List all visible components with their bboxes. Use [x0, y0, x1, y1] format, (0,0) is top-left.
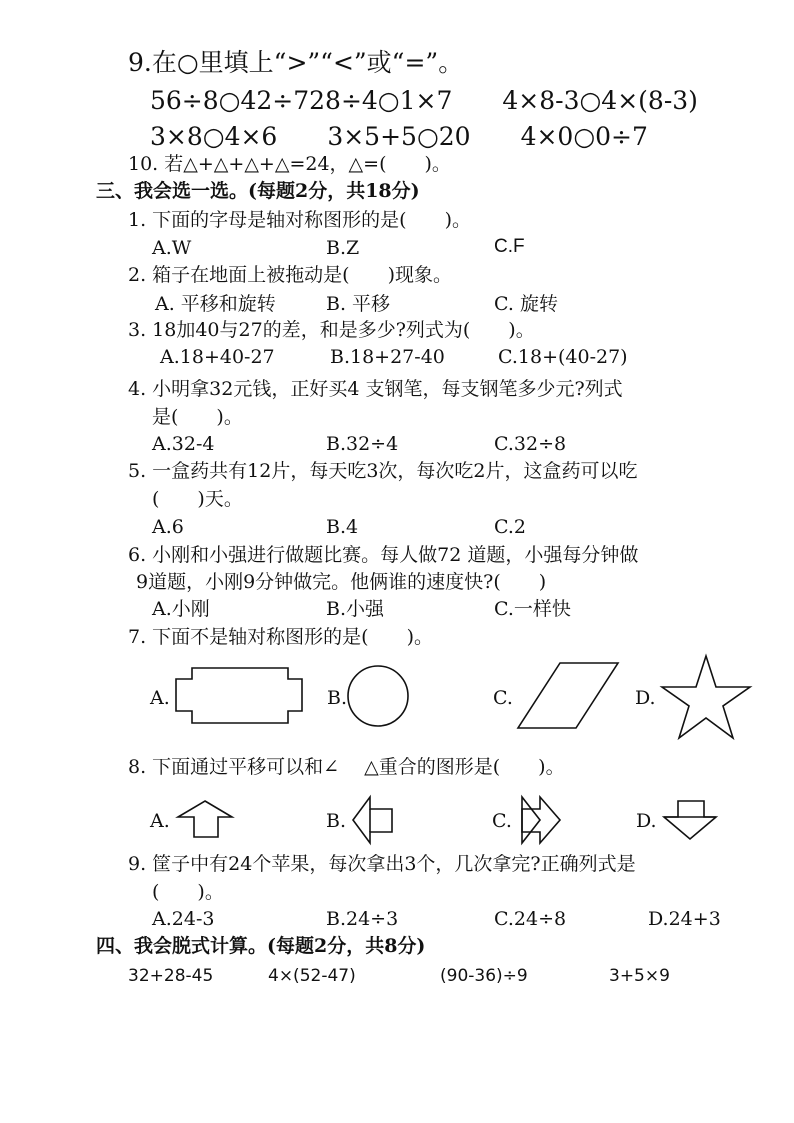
s3-q5-text-cont: ( )天。: [152, 488, 243, 510]
down-arrow-shape: [664, 801, 716, 839]
s4-expr-4: 3+5×9: [609, 966, 670, 986]
s3-q8-option-b[interactable]: B.: [326, 810, 347, 832]
s3-q1-option-b[interactable]: B.Z: [326, 237, 360, 259]
s3-q4-option-c[interactable]: C.32÷8: [494, 433, 567, 455]
s3-q4-text-cont: 是( )。: [152, 406, 243, 428]
s3-q5-option-a[interactable]: A.6: [152, 516, 184, 538]
s3-q6-text-cont: 9道题，小刚9分钟做完。他俩谁的速度快?( ): [136, 571, 547, 593]
s3-q6-option-a[interactable]: A.小刚: [152, 598, 210, 620]
s3-q3-option-c[interactable]: C.18+(40-27): [498, 346, 628, 368]
s3-q9-option-a[interactable]: A.24-3: [152, 908, 215, 930]
s3-q1-option-c[interactable]: C.F: [494, 236, 525, 257]
s3-q5-option-c[interactable]: C.2: [494, 516, 526, 538]
s3-q9-text-cont: ( )。: [152, 881, 224, 903]
s3-q9-option-d[interactable]: D.24+3: [648, 908, 721, 930]
s3-q7-option-b[interactable]: B.: [327, 687, 348, 709]
s3-q4-option-b[interactable]: B.32÷4: [326, 433, 399, 455]
s3-q4-text: 4. 小明拿32元钱，正好买4 支钢笔，每支钢笔多少元?列式: [128, 378, 623, 400]
s3-q4-option-a[interactable]: A.32-4: [152, 433, 215, 455]
s3-q5-option-b[interactable]: B.4: [326, 516, 359, 538]
section3-heading: 三、我会选一选。(每题2分，共18分): [96, 180, 420, 202]
s3-q9-option-c[interactable]: C.24÷8: [494, 908, 567, 930]
notched-rectangle-shape: [176, 668, 302, 723]
s3-q2-option-a[interactable]: A. 平移和旋转: [155, 293, 276, 315]
s3-q3-option-b[interactable]: B.18+27-40: [330, 346, 445, 368]
section4-heading: 四、我会脱式计算。(每题2分，共8分): [96, 935, 426, 957]
s3-q1-option-a[interactable]: A.W: [152, 237, 192, 259]
s3-q8-figures: [0, 795, 794, 855]
parallelogram-shape: [518, 663, 618, 728]
s3-q1-text: 1. 下面的字母是轴对称图形的是( )。: [128, 209, 471, 231]
s3-q7-text: 7. 下面不是轴对称图形的是( )。: [128, 626, 433, 648]
q9-fill-row1: 56÷8○42÷728÷4○1×7 4×8-3○4×(8-3): [150, 86, 698, 115]
q9-fill-row2: 3×8○4×6 3×5+5○20 4×0○0÷7: [150, 122, 648, 151]
right-arrow-shape: [522, 797, 540, 843]
s4-expr-1: 32+28-45: [128, 966, 214, 986]
s3-q6-option-c[interactable]: C.一样快: [494, 598, 571, 620]
s3-q5-text: 5. 一盒药共有12片，每天吃3次，每次吃2片，这盒药可以吃: [128, 460, 638, 482]
circle-shape: [348, 666, 408, 726]
s3-q7-option-c[interactable]: C.: [493, 687, 513, 709]
star-shape: [662, 656, 750, 738]
s3-q6-option-b[interactable]: B.小强: [326, 598, 385, 620]
s3-q2-text: 2. 箱子在地面上被拖动是( )现象。: [128, 264, 452, 286]
s3-q7-option-d[interactable]: D.: [635, 687, 656, 709]
s3-q3-text: 3. 18加40与27的差，和是多少?列式为( )。: [128, 319, 535, 341]
s3-q3-option-a[interactable]: A.18+40-27: [160, 346, 275, 368]
s3-q2-option-b[interactable]: B. 平移: [326, 293, 391, 315]
up-arrow-shape: [178, 801, 232, 837]
s3-q8-option-d[interactable]: D.: [636, 810, 657, 832]
s3-q7-figures: [0, 648, 794, 748]
q9-fill-title: 9.在○里填上“>”“<”或“=”。: [128, 48, 464, 77]
s3-q7-option-a[interactable]: A.: [150, 687, 170, 709]
s3-q8-text: 8. 下面通过平移可以和∠ △重合的图形是( )。: [128, 756, 565, 778]
s4-expr-3: (90-36)÷9: [440, 966, 528, 986]
s3-q6-text: 6. 小刚和小强进行做题比赛。每人做72 道题，小强每分钟做: [128, 544, 639, 566]
left-arrow-shape: [353, 797, 392, 843]
s4-expr-2: 4×(52-47): [268, 966, 356, 986]
q10-fill: 10. 若△+△+△+△=24，△=( )。: [128, 153, 451, 175]
s3-q2-option-c[interactable]: C. 旋转: [494, 293, 558, 315]
s3-q8-option-c[interactable]: C.: [492, 810, 512, 832]
s3-q8-option-a[interactable]: A.: [150, 810, 170, 832]
s3-q9-option-b[interactable]: B.24÷3: [326, 908, 399, 930]
s3-q9-text: 9. 筐子中有24个苹果，每次拿出3个，几次拿完?正确列式是: [128, 853, 636, 875]
